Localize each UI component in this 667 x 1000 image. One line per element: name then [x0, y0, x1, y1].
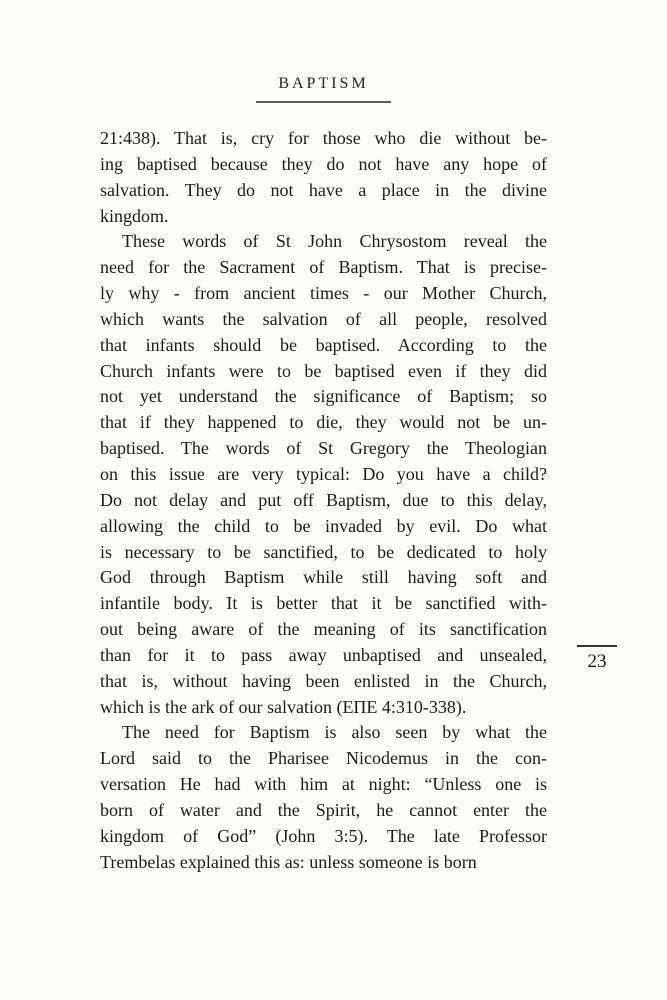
text-line: not yet understand the significance of Baptism; so — [100, 386, 547, 407]
text-line: on this issue are very typical: Do you have a child? — [100, 463, 547, 484]
text-line: The need for Baptism is also seen by what the — [122, 722, 547, 743]
page-number-block — [575, 645, 619, 673]
text-line: kingdom. — [100, 205, 169, 226]
body-text — [100, 126, 547, 875]
text-line: ing baptised because they do not have any hope of — [100, 153, 547, 174]
text-line: versation He had with him at night: “Unless one is — [100, 774, 547, 795]
text-line: need for the Sacrament of Baptism. That is precise- — [100, 257, 547, 278]
text-line: that infants should be baptised. According to the — [100, 334, 547, 355]
text-line: Do not delay and put off Baptism, due to this delay, — [100, 489, 547, 510]
text-line: born of water and the Spirit, he cannot enter the — [100, 799, 547, 820]
text-line: baptised. The words of St Gregory the Theologian — [100, 438, 547, 459]
header-rule — [256, 101, 391, 103]
text-line: out being aware of the meaning of its sanctification — [100, 619, 547, 640]
text-line: Church infants were to be baptised even if they did — [100, 360, 547, 381]
text-line: that is, without having been enlisted in the Church, — [100, 670, 547, 691]
text-column — [100, 0, 547, 1000]
text-line: ly why - from ancient times - our Mother Church, — [100, 283, 547, 304]
text-line: Trembelas explained this as: unless someone is born — [100, 851, 477, 872]
text-line: is necessary to be sanctified, to be dedicated to holy — [100, 541, 547, 562]
text-line: which wants the salvation of all people, resolved — [100, 308, 547, 329]
text-line: kingdom of God” (John 3:5). The late Professor — [100, 825, 547, 846]
page-number-rule — [577, 645, 617, 647]
text-line: than for it to pass away unbaptised and unsealed, — [100, 644, 547, 665]
text-line: Lord said to the Pharisee Nicodemus in the con- — [100, 748, 547, 769]
running-head — [100, 74, 547, 103]
text-line: salvation. They do not have a place in the divine — [100, 179, 547, 200]
text-line: These words of St John Chrysostom reveal the — [122, 231, 547, 252]
text-line: which is the ark of our salvation (ΕΠΕ 4:310-338). — [100, 696, 467, 717]
page-title: BAPTISM — [278, 75, 369, 92]
text-line: that if they happened to die, they would not be un- — [100, 412, 547, 433]
text-line: 21:438). That is, cry for those who die without be- — [100, 128, 547, 148]
text-line: infantile body. It is better that it be sanctified with- — [100, 593, 547, 614]
text-line: allowing the child to be invaded by evil. Do what — [100, 515, 547, 536]
page-number: 23 — [587, 651, 607, 672]
text-line: God through Baptism while still having soft and — [100, 567, 547, 588]
